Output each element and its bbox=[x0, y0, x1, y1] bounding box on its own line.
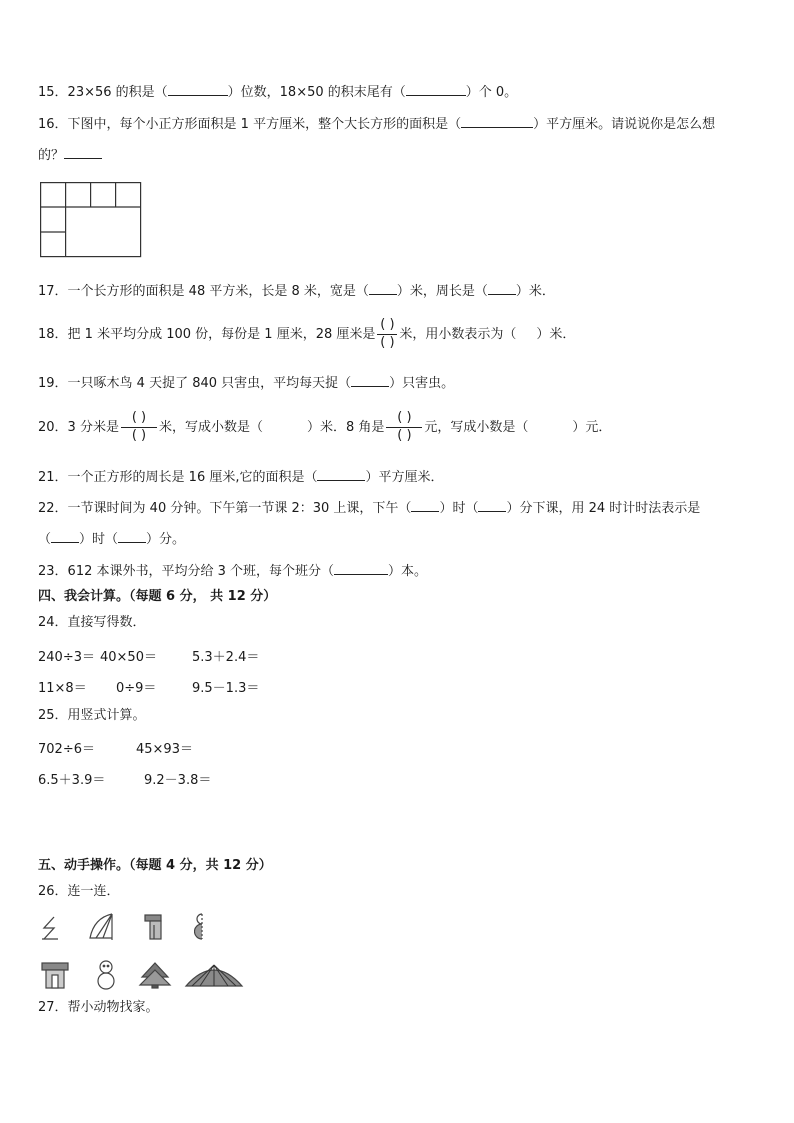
snowman-icon[interactable] bbox=[96, 959, 116, 991]
q18-fraction[interactable] bbox=[377, 317, 397, 352]
q23-text-a: 23．612 本课外书，平均分给 3 个班，每个班分（ bbox=[38, 564, 335, 579]
q15-text-b: ）位数，18×50 的积末尾有（ bbox=[227, 85, 406, 100]
q19-text-a: 19．一只啄木鸟 4 天捉了 840 只害虫，平均每天捉（ bbox=[38, 376, 352, 391]
q20-text-b: 米，写成小数是（ bbox=[158, 420, 263, 435]
question-26: 26．连一连． bbox=[38, 884, 120, 899]
calc-item[interactable]: 40×50＝ bbox=[100, 650, 157, 665]
q22-answer-blank-4[interactable] bbox=[118, 530, 146, 543]
question-22-continued bbox=[38, 530, 185, 549]
q21-text-b: ）平方厘米． bbox=[365, 470, 444, 485]
q22-answer-blank-2[interactable] bbox=[478, 499, 506, 512]
q20-fraction-1-denominator: ( ) bbox=[131, 428, 147, 443]
question-22 bbox=[38, 499, 700, 518]
rectangle-grid-figure bbox=[40, 182, 142, 258]
q20-fraction-1-numerator: ( ) bbox=[131, 410, 147, 425]
calc-item[interactable]: 9.5－1.3＝ bbox=[192, 681, 260, 696]
calc-item[interactable]: 9.2－3.8＝ bbox=[144, 773, 212, 788]
question-15 bbox=[38, 83, 517, 102]
calc-item[interactable]: 0÷9＝ bbox=[116, 681, 157, 696]
q20-text-e: ）元． bbox=[572, 420, 612, 435]
q17-answer-blank-1[interactable] bbox=[369, 282, 397, 295]
question-16 bbox=[38, 115, 715, 134]
q20-text-c: ）米．8 角是 bbox=[306, 420, 385, 435]
q15-answer-blank-2[interactable] bbox=[406, 83, 466, 96]
umbrella-icon[interactable] bbox=[184, 962, 244, 990]
section-4-title: 四、我会计算。（每题 6 分， 共 12 分） bbox=[38, 589, 277, 604]
q15-answer-blank-1[interactable] bbox=[168, 83, 228, 96]
lightning-half-icon[interactable] bbox=[40, 914, 62, 942]
q17-text-a: 17．一个长方形的面积是 48 平方米，长是 8 米，宽是（ bbox=[38, 284, 369, 299]
q15-text-a: 15．23×56 的积是（ bbox=[38, 85, 168, 100]
q22-text-f: ）分。 bbox=[146, 532, 186, 547]
calc-item[interactable]: 240÷3＝ bbox=[38, 650, 95, 665]
house-half-icon[interactable] bbox=[142, 912, 164, 942]
question-24: 24．直接写得数． bbox=[38, 615, 146, 630]
q18-fraction-denominator: ( ) bbox=[380, 335, 395, 350]
q17-answer-blank-2[interactable] bbox=[488, 282, 516, 295]
q22-text-e: ）时（ bbox=[79, 532, 119, 547]
question-25: 25．用竖式计算。 bbox=[38, 708, 146, 723]
q16-text-c: 的？ bbox=[38, 148, 65, 163]
question-20 bbox=[38, 405, 611, 451]
q23-text-b: ）本。 bbox=[388, 564, 428, 579]
q18-fraction-numerator: ( ) bbox=[380, 317, 395, 332]
q20-text-a: 20．3 分米是 bbox=[38, 420, 119, 435]
calc-item[interactable]: 702÷6＝ bbox=[38, 742, 95, 757]
calc-item[interactable]: 6.5＋3.9＝ bbox=[38, 773, 106, 788]
house-icon[interactable] bbox=[40, 960, 70, 990]
q22-text-d: （ bbox=[38, 532, 52, 547]
q20-text-d: 元，写成小数是（ bbox=[424, 420, 529, 435]
q18-text-a: 18．把 1 米平均分成 100 份，每份是 1 厘米，28 厘米是 bbox=[38, 327, 376, 342]
umbrella-half-icon[interactable] bbox=[88, 912, 114, 942]
calc-item[interactable]: 45×93＝ bbox=[136, 742, 193, 757]
calc-item[interactable]: 11×8＝ bbox=[38, 681, 87, 696]
q16-answer-blank-2[interactable] bbox=[64, 146, 102, 159]
q16-answer-blank-1[interactable] bbox=[461, 115, 533, 128]
calc-item[interactable]: 5.3＋2.4＝ bbox=[192, 650, 260, 665]
q18-text-c: ）米． bbox=[536, 327, 576, 342]
q20-fraction-1[interactable] bbox=[121, 410, 157, 445]
q16-text-b: ）平方厘米。请说说你是怎么想 bbox=[533, 117, 716, 132]
question-21 bbox=[38, 468, 444, 487]
q22-answer-blank-1[interactable] bbox=[411, 499, 439, 512]
q20-fraction-2[interactable] bbox=[386, 410, 422, 445]
q23-answer-blank[interactable] bbox=[334, 562, 388, 575]
q20-fraction-2-denominator: ( ) bbox=[397, 428, 412, 443]
question-17 bbox=[38, 282, 555, 301]
question-19 bbox=[38, 374, 454, 393]
q15-text-c: ）个 0。 bbox=[465, 85, 518, 100]
q22-text-a: 22．一节课时间为 40 分钟。下午第一节课 2：30 上课，下午（ bbox=[38, 501, 412, 516]
q16-text-a: 16．下图中，每个小正方形面积是 1 平方厘米，整个大长方形的面积是（ bbox=[38, 117, 462, 132]
question-16-continued bbox=[38, 146, 102, 165]
q20-fraction-2-numerator: ( ) bbox=[397, 410, 412, 425]
q21-text-a: 21．一个正方形的周长是 16 厘米,它的面积是（ bbox=[38, 470, 318, 485]
q19-answer-blank[interactable] bbox=[351, 374, 389, 387]
q22-text-b: ）时（ bbox=[439, 501, 479, 516]
tree-icon[interactable] bbox=[138, 961, 172, 989]
q22-answer-blank-3[interactable] bbox=[51, 530, 79, 543]
question-18 bbox=[38, 312, 575, 358]
q21-answer-blank[interactable] bbox=[317, 468, 365, 481]
q19-text-b: ）只害虫。 bbox=[389, 376, 455, 391]
q18-text-b: 米，用小数表示为（ bbox=[399, 327, 517, 342]
question-27: 27．帮小动物找家。 bbox=[38, 1000, 159, 1015]
q17-text-b: ）米，周长是（ bbox=[396, 284, 488, 299]
snowman-half-icon[interactable] bbox=[194, 912, 210, 942]
q17-text-c: ）米． bbox=[515, 284, 555, 299]
q22-text-c: ）分下课，用 24 时计时法表示是 bbox=[506, 501, 701, 516]
section-5-title: 五、动手操作。（每题 4 分，共 12 分） bbox=[38, 858, 272, 873]
question-23 bbox=[38, 562, 427, 581]
